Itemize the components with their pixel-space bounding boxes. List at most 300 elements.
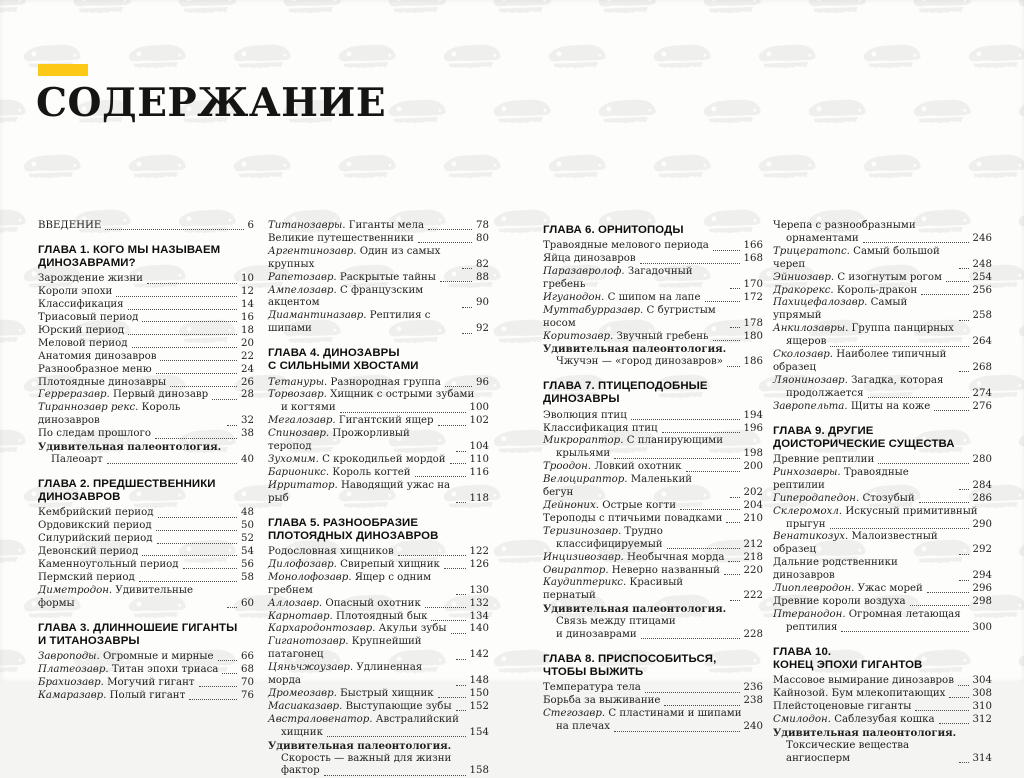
toc-entry: [543, 603, 763, 616]
chapter-heading: [773, 425, 992, 451]
toc-entry-line: [543, 305, 763, 331]
dot-leader: [705, 301, 740, 302]
toc-entry-text-segment: Чжучэн — «город динозавров»: [556, 356, 723, 368]
page-number: 116: [469, 466, 489, 478]
dot-leader: [155, 438, 237, 439]
toc-entry-text-segment: Венатикозух.: [773, 531, 849, 543]
toc-entry-line: [268, 310, 489, 336]
toc-entry-text-segment: Дракорекс.: [773, 284, 834, 296]
dino-skull-icon: [546, 151, 608, 189]
dot-leader: [841, 631, 968, 632]
toc-entry: [268, 233, 489, 246]
toc-entry-text-segment: С пластинами и шипами: [605, 708, 742, 720]
chapter-heading: [543, 224, 763, 237]
toc-entry-text: классифицируемый: [556, 538, 663, 550]
dot-leader: [730, 327, 740, 328]
toc-entry-text-segment: Кайнозой. Бум млекопитающих: [773, 688, 946, 699]
accent-bar: [38, 64, 88, 76]
toc-entry-text-segment: Удивительная палеонтология.: [268, 739, 452, 752]
dot-leader: [456, 685, 466, 686]
toc-entry: [543, 708, 763, 734]
page-number: 88: [476, 271, 489, 283]
dot-leader: [199, 686, 238, 687]
toc-entry-text-segment: Загадка, которая: [847, 374, 944, 386]
toc-entry-line: [773, 583, 992, 596]
page-number: 258: [972, 310, 992, 322]
toc-entry: [773, 375, 992, 401]
toc-entry-text: [38, 520, 152, 533]
toc-entry: [543, 292, 763, 305]
page-number: 140: [469, 623, 489, 635]
toc-entry-text-segment: Рептилия с шипами: [268, 310, 434, 335]
toc-entry-text-segment: Паразавролоф.: [543, 266, 625, 278]
dot-leader: [227, 607, 237, 608]
toc-entry-text-segment: Торвозавр.: [268, 389, 327, 401]
page-number: 126: [469, 558, 489, 570]
toc-entry-line: [543, 616, 763, 629]
toc-entry: [543, 305, 763, 331]
toc-entry: [38, 428, 254, 441]
toc-entry-line: [773, 609, 992, 622]
toc-entry-text: [268, 701, 452, 714]
toc-entry: [773, 246, 992, 272]
page-number: 294: [972, 570, 992, 582]
dot-leader: [160, 360, 237, 361]
dot-leader: [183, 568, 237, 569]
toc-entry-text-segment: Огромная летающая: [845, 608, 961, 620]
page-number: 14: [241, 299, 254, 311]
toc-entry-text: [268, 714, 459, 727]
toc-entry-text: [38, 402, 223, 428]
toc-entry-line: [38, 364, 254, 377]
toc-entry-text-segment: Барионикс.: [268, 466, 330, 478]
toc-entry-text-segment: Необычная морда: [623, 551, 725, 563]
page-number: 220: [743, 564, 763, 576]
dino-skull-icon: [861, 151, 923, 189]
page-number: 170: [743, 278, 763, 290]
dino-skull-icon: [441, 41, 503, 79]
toc-entry-line: [773, 493, 992, 506]
dot-leader: [324, 775, 466, 776]
toc-entry-text: [543, 552, 724, 565]
toc-entry-text: [556, 616, 676, 629]
toc-entry: [38, 454, 254, 467]
toc-entry-text-segment: Разнородная группа: [327, 376, 441, 388]
toc-entry: [38, 651, 254, 664]
toc-entry-text: продолжается: [786, 387, 864, 399]
toc-entry-text-segment: Массовое вымирание динозавров: [773, 675, 954, 687]
toc-entry-text-segment: Классификация птиц: [543, 422, 658, 434]
toc-entry: [773, 401, 992, 414]
toc-entry-text: [543, 423, 658, 436]
toc-entry-text-segment: Лиоплевродон.: [773, 583, 855, 595]
chapter-heading-line: ГЛАВА 2. ПРЕДШЕСТВЕННИКИ: [38, 477, 216, 490]
toc-entry-text-segment: Герреразавр.: [38, 389, 110, 401]
toc-entry-line: [543, 423, 763, 436]
toc-entry-text: [773, 375, 943, 388]
chapter-heading-line: ГЛАВА 1. КОГО МЫ НАЗЫВАЕМ: [38, 243, 221, 256]
toc-entry: [543, 410, 763, 423]
toc-entry-line: [543, 565, 763, 578]
toc-entry-line: [268, 246, 489, 272]
toc-entry-line: [773, 375, 992, 388]
toc-entry-text-segment: Эйниозавр.: [773, 271, 835, 283]
dino-skull-icon: [911, 0, 973, 24]
dot-leader: [631, 419, 740, 420]
toc-entry-text: [38, 664, 218, 677]
page-number: 130: [469, 584, 489, 596]
dot-leader: [868, 397, 969, 398]
toc-entry: [38, 559, 254, 572]
page-number: 268: [972, 361, 992, 373]
dot-leader: [686, 471, 740, 472]
toc-entry-text: [38, 220, 101, 233]
toc-entry-text: [543, 410, 627, 423]
toc-entry-text-segment: Малоизвестный образец: [773, 531, 941, 556]
toc-entry-line: [773, 506, 992, 519]
dino-skull-icon: [281, 0, 343, 24]
toc-entry: [38, 572, 254, 585]
toc-entry-line: [38, 664, 254, 677]
toc-entry-line: [773, 688, 992, 701]
toc-entry-text-segment: Аллозавр.: [268, 597, 323, 609]
chapter-heading-line: И ТИТАНОЗАВРЫ: [38, 634, 140, 647]
toc-entry-text: [268, 740, 451, 753]
toc-entry: [773, 323, 992, 349]
toc-entry: [38, 312, 254, 325]
toc-entry: [38, 338, 254, 351]
toc-entry-text: [773, 701, 911, 714]
toc-entry-line: [268, 480, 489, 506]
toc-entry-text-segment: Коритозавр.: [543, 330, 614, 342]
toc-entry: [543, 461, 763, 474]
toc-entry-text: [773, 349, 955, 375]
dot-leader: [132, 347, 238, 348]
page-number: 274: [972, 387, 992, 399]
dino-skull-icon: [651, 151, 713, 189]
dot-leader: [680, 509, 739, 510]
toc-entry: [38, 664, 254, 677]
toc-entry-text-segment: С крокодильей мордой: [318, 454, 446, 465]
dino-skull-icon: [0, 646, 28, 682]
dot-leader: [730, 600, 740, 601]
toc-entry-line: [773, 531, 992, 557]
toc-entry-text: ящеров: [786, 336, 827, 348]
page-number: 6: [247, 220, 254, 231]
toc-entry-text: [543, 343, 726, 356]
toc-entry: [268, 598, 489, 611]
toc-entry-text-segment: Девонский период: [38, 546, 139, 558]
toc-entry-line: [543, 577, 763, 603]
toc-entry-text: [38, 299, 124, 312]
dot-leader: [959, 554, 969, 555]
toc-entry-text-segment: Эволюция птиц: [543, 409, 627, 421]
toc-entry-text: [38, 273, 143, 286]
chapter-heading-line: ГЛАВА 4. ДИНОЗАВРЫ: [268, 347, 400, 360]
toc-entry-line: [773, 349, 992, 375]
toc-entry-continuation-line: [268, 402, 489, 415]
chapter-heading-line: ГЛАВА 7. ПТИЦЕПОДОБНЫЕ: [543, 380, 708, 393]
toc-entry-text-segment: Борьба за выживание: [543, 695, 661, 707]
toc-entry: [268, 389, 489, 415]
toc-entry-text-segment: Тираннозавр рекс.: [38, 402, 139, 414]
chapter-heading-line: ДОИСТОРИЧЕСКИЕ СУЩЕСТВА: [773, 437, 955, 450]
toc-entry-line: [773, 220, 992, 233]
toc-entry-text-segment: Зухомим.: [268, 454, 319, 465]
toc-entry-text: [38, 533, 153, 546]
toc-entry-text-segment: Один из самых крупных: [268, 245, 444, 270]
toc-entry: [543, 616, 763, 642]
toc-entry-text: [38, 651, 214, 664]
toc-entry-text-segment: Опасный охотник: [322, 597, 421, 609]
dino-skull-icon: [21, 151, 83, 189]
toc-entry-text-segment: Наводящий ужас на рыб: [268, 479, 454, 504]
page-number: 222: [743, 590, 763, 602]
page-number: 210: [743, 512, 763, 524]
toc-entry-text: на плечах: [556, 721, 610, 733]
toc-entry-text-segment: Масиаказавр.: [268, 700, 343, 712]
dino-skull-icon: [1016, 206, 1024, 244]
page-number: 12: [241, 286, 254, 298]
dot-leader: [456, 594, 466, 595]
toc-entry: [773, 493, 992, 506]
toc-entry: [773, 531, 992, 557]
page-number: 16: [241, 312, 254, 324]
toc-entry-text: [268, 572, 452, 598]
toc-entry-text: [773, 506, 978, 519]
toc-entry-text-segment: Платеозавр.: [38, 663, 109, 675]
dot-leader: [664, 705, 739, 706]
toc-entry-line: [38, 325, 254, 338]
toc-entry-text: [38, 325, 124, 338]
toc-entry-text: [543, 526, 663, 539]
toc-entry-line: [268, 688, 489, 701]
toc-entry-line: [38, 520, 254, 533]
toc-entry: [543, 435, 763, 461]
toc-entry-line: [543, 292, 763, 305]
toc-entry-continuation-line: [543, 629, 763, 642]
toc-entry-continuation-line: [543, 448, 763, 461]
toc-entry-line: [773, 557, 992, 583]
toc-entry: [268, 611, 489, 624]
toc-entry-text-segment: Искусный примитивный: [842, 505, 978, 517]
dino-skull-icon: [71, 0, 133, 24]
toc-entry-text-segment: Завропельта.: [773, 400, 848, 412]
dino-skull-icon: [701, 0, 763, 24]
toc-entry-text-segment: Яйца динозавров: [543, 253, 636, 265]
chapter-heading: [268, 517, 489, 543]
toc-entry-text-segment: Кархародонтозавр.: [268, 623, 376, 635]
toc-entry-line: [543, 603, 763, 616]
toc-entry-text-segment: Дальние родственники динозавров: [773, 557, 902, 582]
toc-entry-line: [543, 266, 763, 292]
toc-entry-text-segment: Сколозавр.: [773, 349, 833, 361]
toc-entry-text: [773, 493, 915, 506]
toc-column-4: [773, 220, 992, 765]
dot-leader: [128, 309, 237, 310]
toc-entry-text: [543, 695, 660, 708]
toc-entry: [268, 559, 489, 572]
dot-leader: [158, 517, 238, 518]
toc-entry-text-segment: Муттабурразавр.: [543, 304, 644, 316]
toc-entry-line: [268, 753, 489, 766]
chapter-heading: [268, 347, 489, 373]
toc-entry-line: [38, 533, 254, 546]
dot-leader: [456, 451, 466, 452]
toc-entry-continuation-line: [543, 539, 763, 552]
toc-entry: [773, 740, 992, 766]
dino-skull-icon: [491, 96, 553, 134]
toc-entry-text-segment: Пахицефалозавр.: [773, 297, 868, 309]
page-number: 58: [241, 571, 254, 583]
toc-entry-text-segment: Ирритатор.: [268, 479, 338, 491]
page-number: 152: [469, 700, 489, 712]
dot-leader: [958, 685, 969, 686]
toc-entry-line: [773, 714, 992, 727]
page-number: 212: [743, 538, 763, 550]
page-number: 310: [972, 700, 992, 712]
toc-entry-line: [38, 389, 254, 402]
toc-entry: [543, 526, 763, 552]
toc-entry-text-segment: Анатомия динозавров: [38, 350, 157, 362]
dot-leader: [462, 333, 472, 334]
toc-entry-text-segment: Тероподы с птичьими повадками: [543, 512, 723, 524]
chapter-heading-line: ГЛАВА 10.: [773, 645, 832, 658]
dot-leader: [456, 659, 466, 660]
toc-entry-text-segment: Дилофозавр.: [268, 558, 337, 570]
toc-entry-text: орнаментами: [786, 232, 859, 244]
toc-entry-text: [268, 598, 421, 611]
toc-entry-text-segment: Быстрый хищник: [336, 688, 434, 699]
dino-skull-icon: [0, 0, 28, 24]
toc-entry-text-segment: С бугристым носом: [543, 304, 719, 329]
dot-leader: [418, 242, 472, 243]
toc-entry-text-segment: Удивительные формы: [38, 584, 197, 609]
dot-leader: [444, 568, 466, 569]
toc-entry-line: [38, 677, 254, 690]
toc-entry-text-segment: Игуанодон.: [543, 291, 605, 303]
page-number: 54: [241, 546, 254, 558]
toc-entry-text-segment: Палеоарт: [51, 454, 103, 465]
page-number: 194: [743, 409, 763, 421]
toc-entry-text-segment: Родословная хищников: [268, 546, 394, 558]
toc-entry-line: [268, 611, 489, 624]
dino-skull-icon: [0, 316, 28, 354]
page-number: 198: [743, 448, 763, 460]
toc-entry-text-segment: Зарождение жизни: [38, 273, 143, 285]
toc-entry-text: [268, 467, 411, 480]
toc-entry-line: [773, 285, 992, 298]
toc-entry-text: [773, 596, 906, 609]
toc-entry-text-segment: Хищник с острыми зубами: [326, 389, 475, 401]
toc-entry: [268, 246, 489, 272]
toc-entry-text-segment: Аргентинозавр.: [268, 245, 357, 257]
dot-leader: [170, 386, 237, 387]
page-number: 76: [241, 689, 254, 701]
page-number: 292: [972, 544, 992, 556]
toc-entry-text-segment: Трудно: [621, 525, 663, 537]
toc-entry-text-segment: Токсические вещества ангиосперм: [786, 739, 913, 764]
toc-entry-text: [773, 557, 955, 583]
toc-entry: [268, 310, 489, 336]
toc-entry-text: [543, 474, 726, 500]
dino-skull-icon: [1016, 96, 1024, 134]
toc-entry-text-segment: Наиболее типичный образец: [773, 349, 950, 373]
toc-entry-line: [773, 740, 992, 766]
toc-entry-line: [543, 552, 763, 565]
dot-leader: [641, 638, 740, 639]
toc-entry-text-segment: Инцизивозавр.: [543, 551, 624, 563]
toc-entry-text-segment: Гиганты мела: [345, 220, 425, 231]
dot-leader: [730, 288, 740, 289]
toc-entry-text: [38, 572, 135, 585]
dot-leader: [462, 307, 472, 308]
toc-entry-text: [773, 714, 935, 727]
dot-leader: [139, 581, 237, 582]
page-number: 254: [972, 271, 992, 283]
chapter-heading-line: ЧТОБЫ ВЫЖИТЬ: [543, 666, 644, 679]
toc-entry-text: [268, 480, 452, 506]
dot-leader: [959, 762, 969, 763]
toc-entry: [773, 506, 992, 532]
toc-entry-line: [543, 435, 763, 448]
toc-entry-text-segment: Гиганотозавр.: [268, 636, 349, 648]
toc-entry-text-segment: Ящер с одним гребнем: [268, 571, 435, 596]
toc-entry-line: [38, 312, 254, 325]
page-number: 92: [476, 323, 489, 335]
dot-leader: [915, 710, 968, 711]
toc-entry-text-segment: Удивительная палеонтология.: [38, 441, 222, 454]
toc-entry-text-segment: Король-дракон: [833, 284, 918, 296]
dot-leader: [438, 697, 466, 698]
toc-entry-line: [773, 701, 992, 714]
page-number: 284: [972, 479, 992, 491]
toc-entry-continuation-line: [773, 519, 992, 532]
toc-entry-text-segment: Маленький бегун: [543, 474, 696, 499]
page-number: 202: [743, 487, 763, 499]
toc-entry-line: [773, 467, 992, 493]
toc-entry-line: [773, 401, 992, 414]
toc-entry: [268, 428, 489, 454]
toc-entry-text-segment: Австраловенатор.: [268, 713, 373, 725]
toc-entry-text-segment: Велоцираптор.: [543, 474, 628, 486]
toc-entry-text: [38, 585, 223, 611]
toc-entry-text-segment: Огромные и мирные: [99, 650, 214, 662]
page-number: 204: [743, 500, 763, 512]
toc-entry-line: [543, 708, 763, 721]
toc-entry-text-segment: С французским акцентом: [268, 284, 427, 309]
toc-entry-line: [268, 285, 489, 311]
toc-entry-text-segment: Выступающие зубы: [342, 700, 452, 712]
dino-skull-icon: [756, 151, 818, 189]
page-number: 24: [241, 363, 254, 375]
toc-entry-line: [543, 500, 763, 513]
dot-leader: [431, 620, 465, 621]
toc-entry-text: [773, 688, 945, 701]
toc-entry-text-segment: Король когтей: [329, 466, 411, 478]
dot-leader: [142, 321, 237, 322]
page-number: 196: [743, 422, 763, 434]
toc-entry-text: [268, 285, 458, 311]
toc-entry-text-segment: Завроподы.: [38, 650, 100, 662]
toc-entry-text-segment: Классификация: [38, 299, 124, 311]
dot-leader: [450, 463, 466, 464]
dino-skull-icon: [386, 96, 448, 134]
page-number: 280: [972, 454, 992, 465]
toc-entry-text: [543, 500, 676, 513]
toc-entry-text-segment: Раскрытые тайны: [336, 271, 436, 283]
toc-entry-line: [38, 338, 254, 351]
